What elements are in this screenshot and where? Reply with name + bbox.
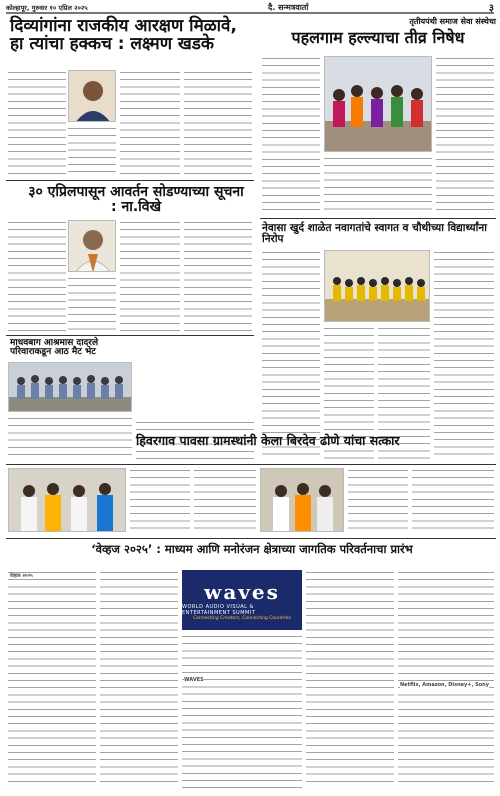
felicitation-photo-2 bbox=[260, 468, 344, 532]
body-text bbox=[184, 70, 252, 176]
page-number: ३ bbox=[488, 3, 494, 14]
inline-phrase: WAVES bbox=[184, 677, 204, 683]
headline-pahalgam: पहलगाम हल्ल्याचा तीव्र निषेध bbox=[291, 28, 465, 47]
body-text bbox=[8, 70, 66, 176]
inline-phrase: वेव्हज २०२५ bbox=[10, 573, 33, 579]
divider bbox=[260, 218, 496, 219]
body-text bbox=[348, 468, 408, 534]
waves-tagline: Connecting Creators, Connecting Countries bbox=[193, 615, 291, 621]
group-photo bbox=[8, 362, 132, 412]
body-text bbox=[306, 570, 394, 788]
event-photo bbox=[324, 56, 432, 152]
divider bbox=[6, 538, 496, 539]
inline-phrase: Netflix, Amazon, Disney+, Sony bbox=[400, 682, 489, 688]
body-text bbox=[436, 56, 494, 214]
body-text bbox=[68, 276, 116, 332]
body-text bbox=[182, 634, 302, 788]
headline-hivargaon: हिवरगाव पावसा ग्रामस्थांनी केला बिरदेव ढोणे यांचा सत्कार bbox=[136, 433, 400, 448]
page-header bbox=[6, 2, 494, 14]
body-text bbox=[130, 468, 190, 534]
waves-logo-text: waves bbox=[204, 579, 280, 604]
body-text bbox=[262, 250, 320, 460]
school-photo bbox=[324, 250, 430, 322]
divider bbox=[6, 180, 254, 181]
body-text bbox=[100, 570, 178, 788]
body-text bbox=[398, 570, 494, 788]
kicker-transgender: तृतीयपंथी समाज सेवा संस्थेचा bbox=[409, 17, 496, 26]
body-text bbox=[8, 570, 96, 788]
body-text bbox=[8, 220, 66, 332]
body-text bbox=[120, 70, 180, 176]
body-text bbox=[68, 126, 116, 176]
newspaper-page bbox=[6, 2, 494, 792]
body-text bbox=[8, 416, 132, 460]
headline-nevasa-school: नेवासा खुर्द शाळेत नवागतांचे स्वागत व चौथीच्या विद्यार्थ्यांना निरोप bbox=[262, 222, 487, 246]
body-text bbox=[262, 56, 320, 214]
body-text bbox=[184, 220, 252, 332]
paper-name: दै. सन्मत्रवार्ता bbox=[268, 2, 309, 12]
headline-ashram: माधवबाग आश्रमास दादरले परिवाराकडून आठ मैट भेट bbox=[10, 338, 99, 358]
waves-banner bbox=[182, 570, 302, 630]
portrait-photo bbox=[68, 70, 116, 122]
body-text bbox=[412, 468, 494, 534]
headline-water-release: ३० एप्रिलपासून आवर्तन सोडण्याच्या सूचना : ना.विखे bbox=[28, 184, 244, 215]
divider bbox=[6, 335, 254, 336]
portrait-photo bbox=[68, 220, 116, 272]
felicitation-photo-1 bbox=[8, 468, 126, 532]
body-text bbox=[434, 250, 494, 460]
headline-waves: ‘वेव्हज २०२५’ : माध्यम आणि मनोरंजन क्षेत्राच्या जागतिक परिवर्तनाचा प्रारंभ bbox=[91, 542, 413, 556]
body-text bbox=[194, 468, 256, 534]
divider bbox=[6, 464, 496, 465]
body-text bbox=[324, 156, 432, 214]
waves-subtitle: WORLD AUDIO VISUAL & ENTERTAINMENT SUMMIT bbox=[182, 603, 256, 616]
body-text bbox=[120, 220, 180, 332]
date-line: कोल्हापूर, गुरुवार १० एप्रिल २०२५ bbox=[6, 3, 88, 12]
headline-reservation: दिव्यांगांना राजकीय आरक्षण मिळावे, हा त्यांचा हक्कच : लक्ष्मण खडके bbox=[10, 16, 237, 54]
